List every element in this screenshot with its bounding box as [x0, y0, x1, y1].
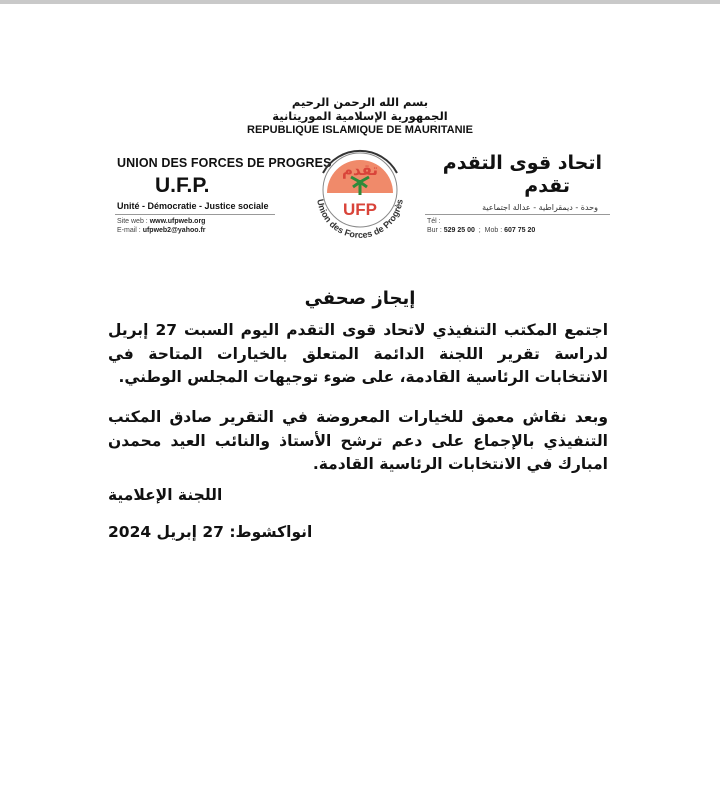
left-divider — [115, 214, 275, 215]
svg-text:تقدم: تقدم — [341, 161, 379, 179]
bur-number: 529 25 00 — [443, 227, 475, 234]
party-motto-ar: وحدة - ديمقراطية - عدالة اجتماعية — [482, 203, 598, 212]
website-label: Site web : — [117, 218, 148, 225]
party-abbreviation: U.F.P. — [155, 174, 210, 197]
republic-french: REPUBLIQUE ISLAMIQUE DE MAURITANIE — [247, 124, 473, 136]
paragraph-2: وبعد نقاش معمق للخيارات المعروضة في التقرير صادق المكتب التنفيذي بالإجماع على دعم ترشح الأستاذ والنائب العيد محمدن امبارك في الانتخابات الرئاسية القادمة. — [108, 408, 608, 473]
tel-label: Tél : — [427, 218, 441, 225]
date-line: انواكشوط: 27 إبريل 2024 — [108, 523, 313, 541]
signature: اللجنة الإعلامية — [108, 486, 223, 504]
website-link[interactable]: www.ufpweb.org — [149, 218, 206, 225]
ufp-logo — [305, 135, 415, 245]
phone-line: Bur : 529 25 00 ; Mob : 607 75 20 — [427, 227, 536, 234]
bur-label: Bur : — [427, 227, 442, 234]
svg-text:UFP: UFP — [343, 200, 377, 219]
top-border — [0, 0, 720, 4]
party-name-fr: UNION DES FORCES DE PROGRES — [117, 156, 332, 170]
basmala: بسم الله الرحمن الرحيم — [291, 95, 429, 109]
svg-text:Union des Forces de Progrès: Union des Forces de Progrès — [315, 198, 405, 241]
party-short-name-ar: تقدم — [524, 175, 570, 197]
republic-arabic: الجمهورية الإسلامية الموريتانية — [272, 109, 448, 123]
right-divider — [425, 214, 610, 215]
email-link[interactable]: ufpweb2@yahoo.fr — [142, 227, 206, 234]
email-label: E-mail : — [117, 227, 141, 234]
mob-label: Mob : — [484, 227, 503, 234]
email-line — [117, 227, 206, 234]
mob-number: 607 75 20 — [504, 227, 536, 234]
paragraph-1: اجتمع المكتب التنفيذي لاتحاد قوى التقدم اليوم السبت 27 إبريل لدراسة تقرير اللجنة الدائمة المتعلق بالخيارات المتاحة في الانتخابات الرئاسية القادمة، على ضوء توجيهات المجلس الوطني. — [108, 321, 609, 386]
document-title: إيجاز صحفي — [304, 288, 416, 309]
website-line — [117, 218, 205, 225]
party-name-ar: اتحاد قوى التقدم — [442, 152, 602, 174]
party-motto-fr: Unité - Démocratie - Justice sociale — [117, 201, 269, 211]
